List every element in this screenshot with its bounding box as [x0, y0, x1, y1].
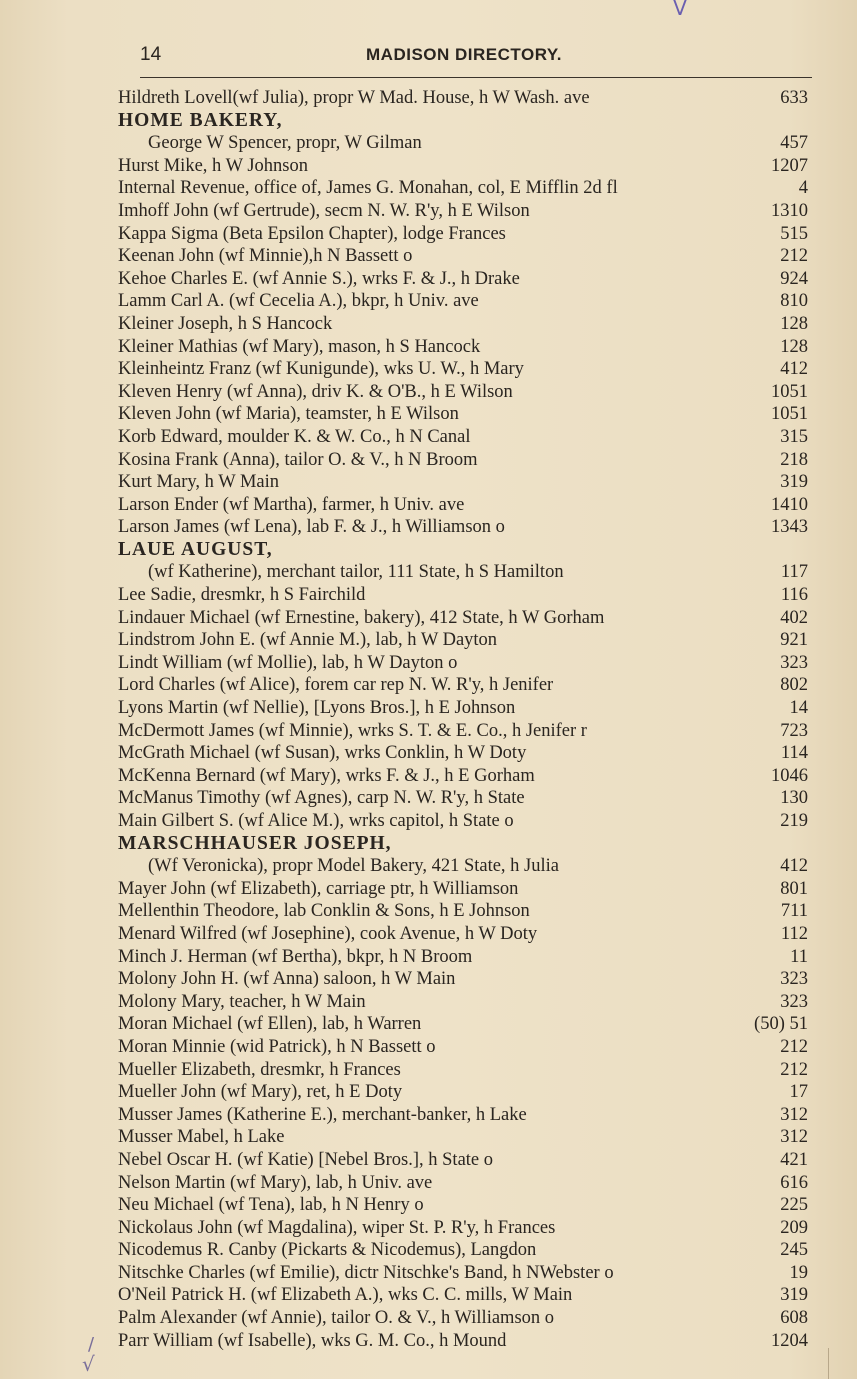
directory-entry — [118, 223, 808, 246]
entry-address-number: 608 — [780, 1308, 808, 1329]
directory-entry — [118, 1262, 808, 1285]
directory-entry — [118, 290, 808, 313]
entry-name: McManus Timothy (wf Agnes), carp N. W. R'y, h State — [118, 788, 525, 809]
entry-name: Hildreth Lovell(wf Julia), propr W Mad. House, h W Wash. ave — [118, 88, 590, 108]
directory-heading-entry — [118, 833, 808, 856]
page-header — [140, 42, 812, 72]
entry-name: Minch J. Herman (wf Bertha), bkpr, h N Broom — [118, 946, 473, 967]
entry-name: McGrath Michael (wf Susan), wrks Conklin, h W Doty — [118, 743, 527, 764]
directory-entry — [118, 516, 808, 539]
entry-name: Lord Charles (wf Alice), forem car rep N. W. R'y, h Jenifer — [118, 675, 554, 696]
entry-address-number: (50) 51 — [754, 1014, 808, 1035]
directory-entry — [118, 810, 808, 833]
entry-name: O'Neil Patrick H. (wf Elizabeth A.), wks C. C. mills, W Main — [118, 1285, 573, 1306]
entry-address-number: 412 — [780, 856, 808, 877]
entry-name: Lamm Carl A. (wf Cecelia A.), bkpr, h Univ. ave — [118, 291, 479, 312]
entry-name: Lee Sadie, dresmkr, h S Fairchild — [118, 585, 366, 606]
entry-name: Moran Michael (wf Ellen), lab, h Warren — [118, 1014, 422, 1035]
entry-address-number: 1343 — [771, 517, 808, 538]
directory-entry — [118, 991, 808, 1014]
directory-heading-entry — [118, 110, 808, 133]
entry-address-number: 323 — [780, 652, 808, 673]
entry-name: Main Gilbert S. (wf Alice M.), wrks capitol, h State o — [118, 811, 514, 831]
directory-entry — [118, 1194, 808, 1217]
page-number: 14 — [140, 44, 162, 65]
entry-address-number: 412 — [780, 359, 808, 380]
directory-entry — [118, 878, 808, 901]
entry-address-number: 17 — [789, 1082, 808, 1103]
entry-address-number: 245 — [780, 1240, 808, 1261]
directory-entry — [118, 1104, 808, 1127]
directory-entry — [118, 471, 808, 494]
entry-address-number: 323 — [780, 991, 808, 1012]
entry-name: Lindstrom John E. (wf Annie M.), lab, h W Dayton — [118, 630, 498, 651]
entry-address-number: 421 — [780, 1149, 808, 1170]
entry-address-number: 319 — [780, 1285, 808, 1306]
entry-name: McKenna Bernard (wf Mary), wrks F. & J., h E Gorham — [118, 765, 535, 786]
entry-address-number: 1310 — [771, 200, 808, 221]
entry-name: Internal Revenue, office of, James G. Monahan, col, E Mifflin 2d fl — [118, 178, 618, 199]
directory-entry — [118, 177, 808, 200]
entry-address-number: 19 — [789, 1262, 808, 1283]
directory-entry — [118, 561, 808, 584]
directory-entry — [118, 697, 808, 720]
entry-address-number: 1051 — [771, 404, 808, 425]
entry-address-number: 212 — [780, 1059, 808, 1080]
entry-name: Parr William (wf Isabelle), wks G. M. Co., h Mound — [118, 1330, 507, 1351]
entry-address-number: 218 — [780, 449, 808, 470]
entry-address-number: 924 — [780, 268, 808, 289]
directory-entries — [118, 87, 808, 1352]
directory-entry — [118, 720, 808, 743]
entry-name: Kleinheintz Franz (wf Kunigunde), wks U. W., h Mary — [118, 359, 524, 380]
entry-name: Musser James (Katherine E.), merchant-banker, h Lake — [118, 1104, 527, 1125]
page-edge-line — [828, 1348, 829, 1379]
entry-name: Mayer John (wf Elizabeth), carriage ptr, h Williamson — [118, 878, 519, 899]
directory-heading-entry — [118, 539, 808, 562]
directory-entry — [118, 674, 808, 697]
entry-name: Kosina Frank (Anna), tailor O. & V., h N Broom — [118, 449, 478, 470]
entry-address-number: 810 — [780, 291, 808, 312]
entry-address-number: 128 — [780, 336, 808, 357]
entry-name: (wf Katherine), merchant tailor, 111 State, h S Hamilton — [148, 562, 564, 583]
directory-entry — [118, 1126, 808, 1149]
directory-entry — [118, 1307, 808, 1330]
directory-entry — [118, 1081, 808, 1104]
entry-address-number: 312 — [780, 1104, 808, 1125]
entry-name: (Wf Veronicka), propr Model Bakery, 421 State, h Julia — [148, 856, 560, 877]
entry-address-number: 219 — [780, 811, 808, 831]
entry-address-number: 11 — [790, 946, 808, 967]
entry-name: Kleven John (wf Maria), teamster, h E Wilson — [118, 404, 459, 425]
entry-address-number: 457 — [780, 133, 808, 154]
directory-entry — [118, 900, 808, 923]
directory-entry — [118, 787, 808, 810]
directory-entry — [118, 245, 808, 268]
entry-address-number: 112 — [780, 923, 808, 944]
entry-name: Keenan John (wf Minnie),h N Bassett o — [118, 246, 413, 267]
directory-entry — [118, 855, 808, 878]
entry-address-number: 130 — [780, 788, 808, 809]
entry-name: Kehoe Charles E. (wf Annie S.), wrks F. & J., h Drake — [118, 268, 520, 289]
entry-name: Kleiner Mathias (wf Mary), mason, h S Hancock — [118, 336, 481, 357]
entry-name: Lyons Martin (wf Nellie), [Lyons Bros.], h E Johnson — [118, 698, 516, 719]
entry-name: Neu Michael (wf Tena), lab, h N Henry o — [118, 1195, 424, 1216]
entry-name: Molony John H. (wf Anna) saloon, h W Main — [118, 969, 456, 990]
entry-name: Mueller Elizabeth, dresmkr, h Frances — [118, 1059, 401, 1080]
entry-address-number: 114 — [780, 743, 808, 764]
entry-name: Musser Mabel, h Lake — [118, 1127, 285, 1148]
entry-address-number: 1046 — [771, 765, 808, 786]
entry-name: Mueller John (wf Mary), ret, h E Doty — [118, 1082, 403, 1103]
directory-entry — [118, 652, 808, 675]
entry-address-number: 402 — [780, 607, 808, 628]
directory-entry — [118, 923, 808, 946]
entry-name: Larson James (wf Lena), lab F. & J., h Williamson o — [118, 517, 505, 538]
entry-address-number: 4 — [798, 178, 808, 199]
directory-entry — [118, 200, 808, 223]
directory-entry — [118, 946, 808, 969]
entry-address-number: 212 — [780, 1036, 808, 1057]
top-pencil-mark: V — [673, 0, 687, 20]
directory-entry — [118, 87, 808, 110]
directory-entry — [118, 1036, 808, 1059]
header-rule — [140, 77, 812, 78]
entry-name: Nebel Oscar H. (wf Katie) [Nebel Bros.], h State o — [118, 1149, 494, 1170]
entry-name: Nitschke Charles (wf Emilie), dictr Nitschke's Band, h NWebster o — [118, 1262, 614, 1283]
entry-name: Hurst Mike, h W Johnson — [118, 155, 308, 176]
entry-address-number: 515 — [780, 223, 808, 244]
margin-check-mark: √ — [82, 1352, 95, 1376]
directory-entry — [118, 132, 808, 155]
running-head: MADISON DIRECTORY. — [366, 45, 563, 64]
entry-address-number: 801 — [780, 878, 808, 899]
entry-address-number: 14 — [789, 698, 808, 719]
entry-name: Korb Edward, moulder K. & W. Co., h N Canal — [118, 426, 471, 447]
entry-name: Mellenthin Theodore, lab Conklin & Sons, h E Johnson — [118, 901, 530, 922]
entry-address-number: 921 — [780, 630, 808, 651]
entry-name: Kleven Henry (wf Anna), driv K. & O'B., h E Wilson — [118, 381, 513, 402]
directory-entry — [118, 358, 808, 381]
entry-address-number: 1051 — [771, 381, 808, 402]
entry-name: Kleiner Joseph, h S Hancock — [118, 313, 333, 334]
entry-address-number: 802 — [780, 675, 808, 696]
entry-name: HOME BAKERY, — [118, 109, 283, 131]
entry-name: Kurt Mary, h W Main — [118, 472, 279, 493]
entry-address-number: 323 — [780, 969, 808, 990]
entry-address-number: 1204 — [771, 1330, 808, 1351]
directory-entry — [118, 1239, 808, 1262]
entry-name: Lindt William (wf Mollie), lab, h W Dayton o — [118, 652, 458, 673]
directory-entry — [118, 1059, 808, 1082]
entry-address-number: 312 — [780, 1127, 808, 1148]
directory-entry — [118, 607, 808, 630]
entry-address-number: 711 — [780, 901, 808, 922]
entry-address-number: 117 — [780, 562, 808, 583]
entry-name: Nelson Martin (wf Mary), lab, h Univ. ave — [118, 1172, 433, 1193]
entry-address-number: 319 — [780, 472, 808, 493]
directory-entry — [118, 381, 808, 404]
entry-name: Menard Wilfred (wf Josephine), cook Avenue, h W Doty — [118, 923, 538, 944]
directory-entry — [118, 968, 808, 991]
entry-name: Imhoff John (wf Gertrude), secm N. W. R'y, h E Wilson — [118, 200, 530, 221]
entry-name: Lindauer Michael (wf Ernestine, bakery), 412 State, h W Gorham — [118, 607, 605, 628]
entry-address-number: 1410 — [771, 494, 808, 515]
margin-tick-mark: / — [88, 1334, 95, 1355]
directory-entry — [118, 1172, 808, 1195]
directory-entry — [118, 449, 808, 472]
directory-entry — [118, 1217, 808, 1240]
entry-name: George W Spencer, propr, W Gilman — [148, 133, 422, 154]
entry-name: Larson Ender (wf Martha), farmer, h Univ. ave — [118, 494, 465, 515]
directory-entry — [118, 742, 808, 765]
directory-entry — [118, 313, 808, 336]
directory-entry — [118, 1284, 808, 1307]
entry-address-number: 1207 — [771, 155, 808, 176]
entry-address-number: 315 — [780, 426, 808, 447]
entry-name: Molony Mary, teacher, h W Main — [118, 991, 366, 1012]
entry-name: Nickolaus John (wf Magdalina), wiper St. P. R'y, h Frances — [118, 1217, 556, 1238]
directory-entry — [118, 629, 808, 652]
entry-address-number: 116 — [780, 585, 808, 606]
directory-entry — [118, 403, 808, 426]
entry-name: Nicodemus R. Canby (Pickarts & Nicodemus), Langdon — [118, 1240, 537, 1261]
directory-entry — [118, 336, 808, 359]
directory-entry — [118, 155, 808, 178]
directory-entry — [118, 1330, 808, 1353]
entry-address-number: 616 — [780, 1172, 808, 1193]
entry-address-number: 128 — [780, 313, 808, 334]
directory-entry — [118, 426, 808, 449]
directory-entry — [118, 268, 808, 291]
entry-address-number: 209 — [780, 1217, 808, 1238]
entry-address-number: 633 — [780, 88, 808, 108]
entry-name: Moran Minnie (wid Patrick), h N Bassett o — [118, 1036, 436, 1057]
directory-entry — [118, 584, 808, 607]
directory-entry — [118, 494, 808, 517]
entry-name: McDermott James (wf Minnie), wrks S. T. & E. Co., h Jenifer r — [118, 720, 587, 741]
entry-address-number: 723 — [780, 720, 808, 741]
directory-entry — [118, 1149, 808, 1172]
entry-address-number: 212 — [780, 246, 808, 267]
entry-name: Kappa Sigma (Beta Epsilon Chapter), lodge Frances — [118, 223, 506, 244]
entry-address-number: 225 — [780, 1195, 808, 1216]
entry-name: Palm Alexander (wf Annie), tailor O. & V., h Williamson o — [118, 1308, 555, 1329]
directory-entry — [118, 1013, 808, 1036]
entry-name: MARSCHHAUSER JOSEPH, — [118, 832, 392, 854]
entry-name: LAUE AUGUST, — [118, 538, 273, 560]
directory-entry — [118, 765, 808, 788]
